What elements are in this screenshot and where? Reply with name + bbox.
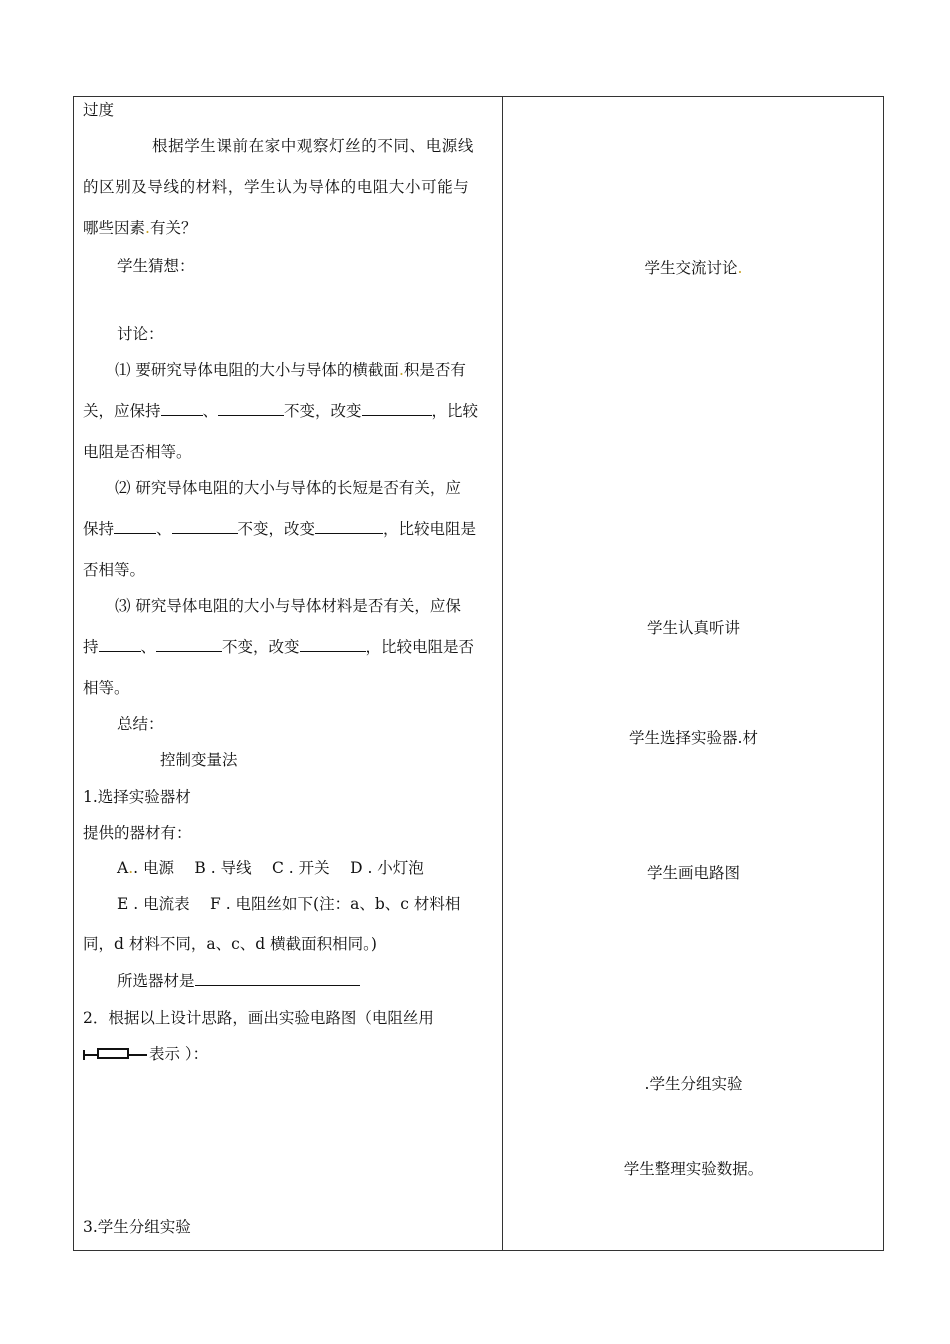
fill-blank[interactable] [315, 519, 383, 534]
dot-mark: . [145, 219, 150, 237]
question-1-line [83, 442, 192, 462]
text: ⑴ 要研究导体电阻的大小与导体的横截面 [115, 361, 399, 379]
text: 持 [83, 638, 99, 656]
question-2-line [83, 560, 145, 580]
text: ⑵ 研究导体电阻的大小与导体的长短是否有关，应 [115, 479, 461, 497]
discuss-label [117, 324, 164, 344]
step-2-line [83, 1044, 208, 1064]
fill-blank[interactable] [156, 637, 222, 652]
text: 的区别及导线的材料，学生认为导体的电阻大小可能与 [83, 178, 470, 196]
text: ，比较 [431, 402, 479, 420]
fill-blank[interactable] [195, 971, 360, 986]
fill-blank[interactable] [362, 401, 432, 416]
text: 关，应保持 [83, 402, 161, 420]
text: 同，d 材料不同，a、c、d 横截面积相同。) [83, 935, 377, 953]
text: 学生猜想： [117, 257, 195, 275]
text: 、 [156, 520, 172, 538]
text: 否相等。 [83, 561, 146, 579]
equipment-line [117, 894, 460, 914]
activity-listen [503, 618, 884, 638]
paragraph-line [152, 136, 474, 156]
text: 所选器材是 [117, 972, 195, 990]
question-2-line [115, 478, 461, 498]
dot-mark: . [737, 729, 743, 747]
text: . 电源 B . 导线 C . 开关 D . 小灯泡 [133, 859, 424, 877]
text: ，比较电阻是否 [365, 638, 475, 656]
paragraph-line [83, 218, 196, 238]
step-3-heading [83, 1217, 191, 1237]
text: 、 [140, 638, 157, 656]
text: 2．根据以上设计思路，画出实验电路图（电阻丝用 [83, 1009, 434, 1027]
text: 1.选择实验器材 [83, 788, 191, 806]
fill-blank[interactable] [161, 401, 203, 416]
activity-discuss [503, 258, 884, 278]
summary-label [117, 714, 164, 734]
heading-text: 过度 [83, 101, 115, 119]
fill-blank[interactable] [172, 519, 238, 534]
text: 不变，改变 [284, 402, 362, 420]
text: 材 [742, 729, 758, 747]
text: 保持 [83, 520, 115, 538]
text: 相等。 [83, 679, 130, 697]
text: 不变，改变 [237, 520, 316, 538]
fill-blank[interactable] [99, 637, 141, 652]
text: 学生选择实验器 [629, 729, 738, 747]
text: 学生交流讨论 [644, 259, 738, 277]
step-2-line [83, 1008, 434, 1028]
text: 学生整理实验数据。 [623, 1160, 764, 1178]
equipment-line [117, 858, 424, 878]
method-label [160, 750, 238, 770]
text: E . 电流表 F . 电阻丝如下(注：a、b、c 材料相 [117, 895, 461, 913]
step-1-heading [83, 787, 191, 807]
question-2-line [83, 519, 476, 539]
dot-mark: . [128, 859, 134, 877]
activity-organize-data [503, 1159, 884, 1179]
text: 学生认真听讲 [646, 619, 740, 637]
guess-label [117, 256, 195, 276]
text: 电阻是否相等。 [83, 443, 192, 461]
fill-blank[interactable] [218, 401, 284, 416]
equipment-line [83, 934, 377, 954]
text: 3.学生分组实验 [83, 1218, 191, 1236]
activity-group-experiment [503, 1074, 884, 1094]
text: 根据学生课前在家中观察灯丝的不同、电源线 [152, 137, 475, 155]
text: 积是否有 [403, 361, 466, 379]
provided-label [83, 823, 192, 843]
text: 学生画电路图 [646, 864, 740, 882]
question-1-line [115, 360, 466, 380]
dot-mark: . [737, 259, 743, 277]
paragraph-line [83, 177, 469, 197]
text: 、 [202, 402, 219, 420]
question-3-line [115, 596, 461, 616]
text: 不变，改变 [222, 638, 300, 656]
text: 有关？ [149, 219, 197, 237]
text: 哪些因素 [83, 219, 146, 237]
text: 总结： [117, 715, 164, 733]
activity-select-equipment [503, 728, 884, 748]
question-3-line [83, 678, 130, 698]
text: 表示 ）： [149, 1045, 209, 1063]
activity-draw-circuit [503, 863, 884, 883]
question-3-line [83, 637, 474, 657]
text: ⑶ 研究导体电阻的大小与导体材料是否有关，应保 [115, 597, 461, 615]
text: ，比较电阻是 [383, 520, 477, 538]
fill-blank[interactable] [114, 519, 156, 534]
resistor-symbol-icon [83, 1048, 147, 1062]
section-heading [83, 100, 114, 120]
text: 控制变量法 [160, 751, 238, 769]
text: 讨论： [117, 325, 164, 343]
text: A [117, 859, 129, 877]
question-1-line [83, 401, 478, 421]
chosen-equipment-line [117, 971, 360, 991]
text: .学生分组实验 [644, 1075, 743, 1093]
fill-blank[interactable] [300, 637, 366, 652]
dot-mark: . [398, 361, 404, 379]
text: 提供的器材有： [83, 824, 192, 842]
